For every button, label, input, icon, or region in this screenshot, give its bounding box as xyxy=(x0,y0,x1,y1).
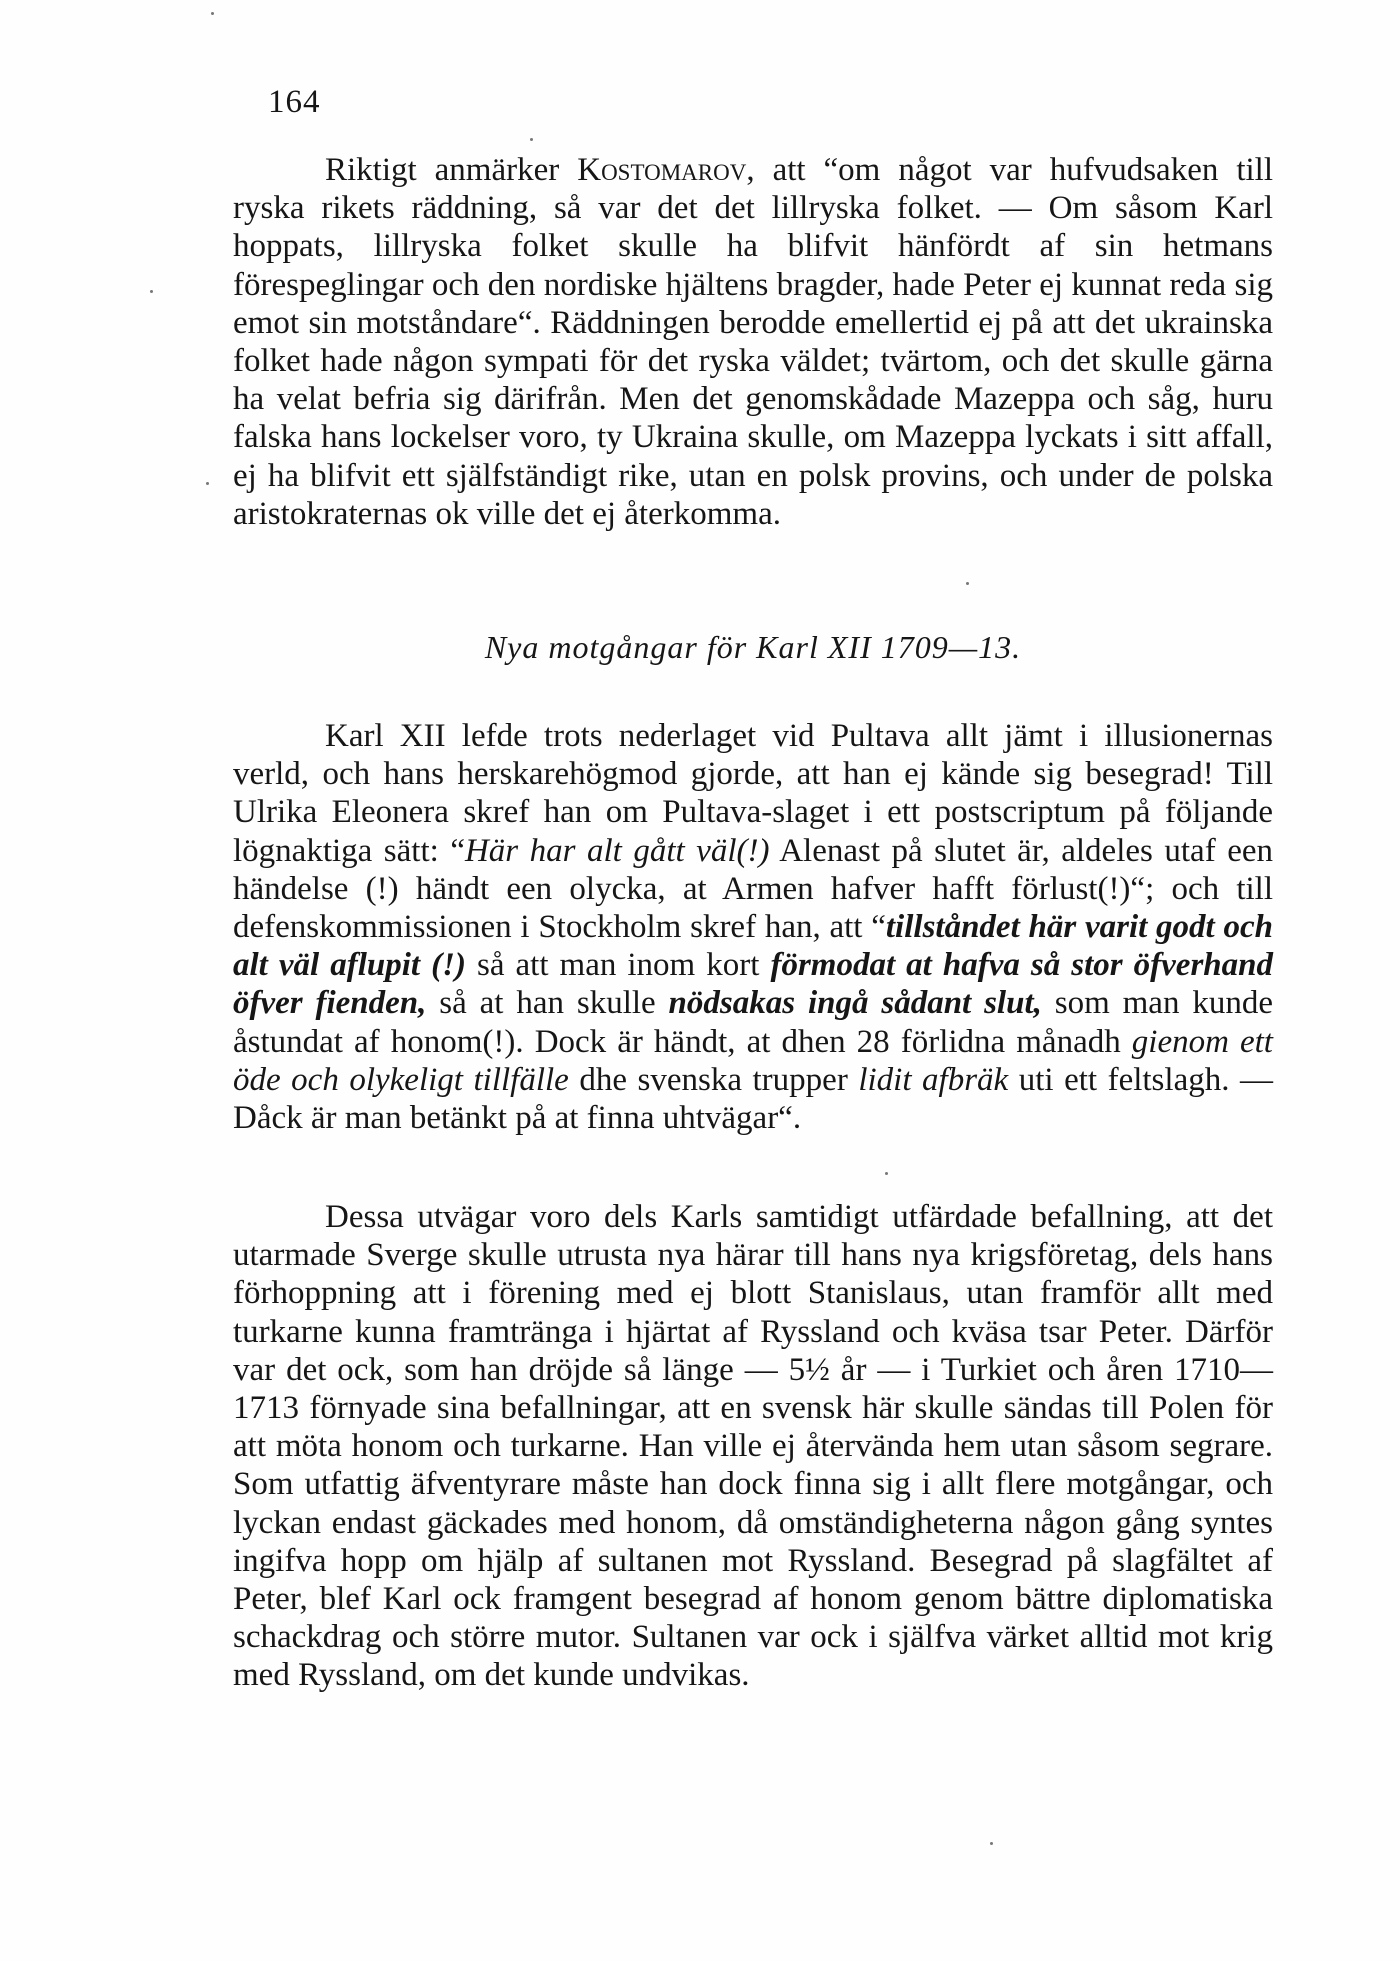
speck xyxy=(530,138,533,141)
paragraph-2-text-5: som man kunde åstundat af honom(!). Dock är händt, at dhen 28 förlidna månadh xyxy=(233,985,1273,1060)
speck xyxy=(885,1172,888,1175)
paragraph-1-text-b: , att “om något var hufvudsaken till ryska rikets räddning, så var det det lillryska folket. — Om såsom Karl hoppats, lillryska folket skulle ha blifvit hänfördt af sin hetmans förespeglingar och den nordiske hjältens bragder, hade Peter ej kunnat reda sig emot sin motståndare“. Räddningen berodde emellertid ej på att det ukrainska folket hade någon sympati för det ryska väldet; tvärtom, och det skulle gärna ha velat befria sig därifrån. Men det genomskådade Mazeppa och såg, huru falska hans lockelser voro, ty Ukraina skulle, om Mazeppa lyckats i sitt affall, ej ha blifvit ett själfständigt rike, utan en polsk provins, och under de polska aristokraternas ok ville det ej återkomma. xyxy=(233,152,1273,532)
paragraph-3: Dessa utvägar voro dels Karls samtidigt utfärdade befallning, att det utarmade Sverge skulle utrusta nya härar till hans nya krigsföretag, dels hans förhoppning att i förening med ej blott Stanislaus, utan framför allt med turkarne kunna framtränga i hjärtat af Ryssland och kväsa tsar Peter. Därför var det ock, som han dröjde så länge — 5½ år — i Turkiet och åren 1710—1713 förnyade sina befallningar, att en svensk här skulle sändas till Polen för att möta honom och turkarne. Han ville ej återvända hem utan såsom segrare. Som utfattig äfventyrare måste han dock finna sig i allt flere motgångar, och lyckan endast gäckades med honom, då omständigheterna någon gång syntes ingifva hopp om hjälp af sultanen mot Ryssland. Besegrad på slagfältet af Peter, blef Karl ock framgent besegrad af honom genom bättre diplomatiska schackdrag och större mutor. Sultanen var ock i själfva värket alltid mot krig med Ryssland, om det kunde undvikas. xyxy=(233,1199,1273,1694)
section-heading: Nya motgångar för Karl XII 1709—13. xyxy=(484,629,1022,665)
quote-italic-1: Här har alt gått väl(!) xyxy=(464,832,770,869)
paragraph-2-text-4: så at han skulle xyxy=(426,985,669,1022)
paragraph-2-text-1: Karl XII lefde trots nederlaget vid Pultava allt jämt i illusionernas verld, och hans herskarehögmod gjorde, att han ej kände sig besegrad! Till Ulrika Eleonera skref han om Pultava-slaget i ett postscriptum på följande lögnaktiga sätt: “ xyxy=(233,718,1273,869)
paragraph-1-text-a: Riktigt anmärker xyxy=(325,152,578,188)
speck xyxy=(206,482,209,485)
paragraph-1 xyxy=(233,151,1273,533)
speck xyxy=(150,290,153,293)
quote-italic-3: förmodat at hafva så stor öfverhand öfver fienden, xyxy=(233,947,1273,1022)
paragraph-2-text-7: uti ett feltslagh. — Dåck är man betänkt på at finna uhtvägar“. xyxy=(233,1061,1273,1137)
speck xyxy=(966,582,969,585)
paragraph-1-body xyxy=(233,152,1273,532)
page-number: 164 xyxy=(268,84,321,120)
quote-italic-5: gienom ett öde och olykeligt tillfälle xyxy=(233,1023,1273,1098)
speck xyxy=(211,12,214,15)
author-name-kostomarov: Kostomarov xyxy=(577,152,747,188)
paragraph-2-text-2: Alenast på slutet är, aldeles utaf een händelse (!) händt een olycka, at Armen hafver hafft förlust(!)“; och till defenskommissionen i Stockholm skref han, att “ xyxy=(233,832,1273,946)
paragraph-2-text-3: så att man inom kort xyxy=(465,947,771,984)
paragraph-2-text-6: dhe svenska trupper xyxy=(568,1061,859,1098)
paragraph-2 xyxy=(233,717,1273,1137)
quote-italic-4: nödsakas ingå sådant slut, xyxy=(668,985,1042,1022)
speck xyxy=(990,1842,993,1845)
quote-italic-2: tillståndet här varit godt och alt väl aflupit (!) xyxy=(233,909,1273,984)
quote-italic-6: lidit afbräk xyxy=(858,1061,1009,1098)
